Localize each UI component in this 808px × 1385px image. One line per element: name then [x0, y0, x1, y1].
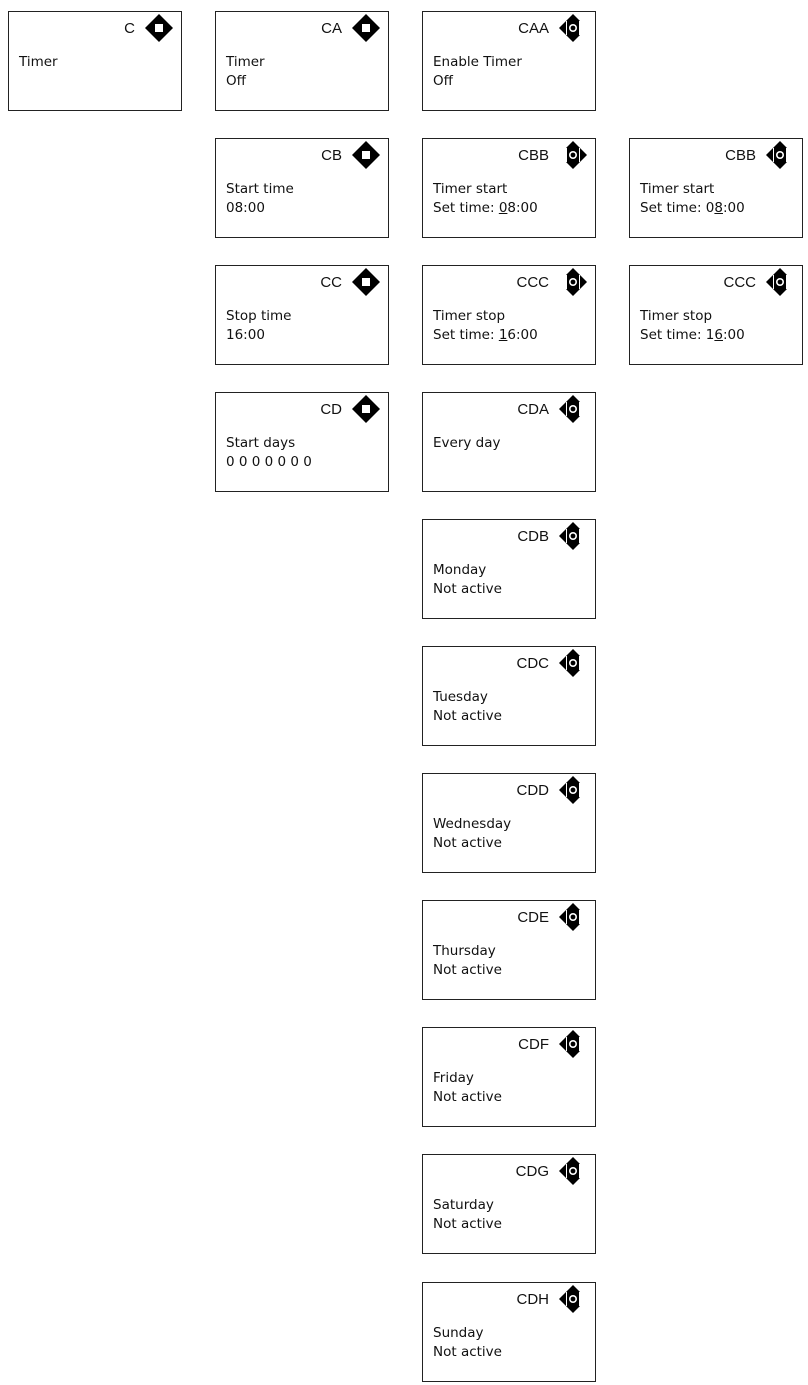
screen-value: Off	[433, 73, 453, 89]
menu-screen-cdh	[422, 1282, 596, 1382]
screen-code: CD	[320, 401, 342, 418]
screen-code: C	[124, 20, 135, 37]
screen-title: Friday	[433, 1070, 474, 1086]
screen-value: Not active	[433, 1089, 502, 1105]
four-way-nav-icon	[351, 140, 381, 170]
screen-value: Not active	[433, 835, 502, 851]
screen-value: Not active	[433, 962, 502, 978]
up-down-left-nav-icon	[558, 902, 588, 932]
up-down-left-nav-icon	[558, 775, 588, 805]
screen-value: Not active	[433, 581, 502, 597]
menu-screen-cdd	[422, 773, 596, 873]
screen-title: Stop time	[226, 308, 292, 324]
menu-screen-cbb	[422, 138, 596, 238]
screen-code: CDC	[516, 655, 549, 672]
edit-cursor-digit: 1	[498, 327, 508, 343]
edit-cursor-digit: 0	[498, 200, 508, 216]
menu-screen-cc	[215, 265, 389, 365]
edit-cursor-digit: 6	[714, 327, 723, 343]
menu-screen-caa	[422, 11, 596, 111]
menu-screen-ccc	[629, 265, 803, 365]
screen-title: Monday	[433, 562, 487, 578]
screen-title: Start days	[226, 435, 296, 451]
screen-title: Saturday	[433, 1197, 494, 1213]
screen-title: Thursday	[433, 943, 496, 959]
screen-code: CCC	[516, 274, 549, 291]
menu-screen-cb	[215, 138, 389, 238]
menu-screen-c	[8, 11, 182, 111]
screen-title: Every day	[433, 435, 501, 451]
screen-title: Timer start	[640, 181, 715, 197]
screen-value: Not active	[433, 1216, 502, 1232]
screen-title: Sunday	[433, 1325, 484, 1341]
up-down-left-nav-icon	[558, 1284, 588, 1314]
screen-value: Not active	[433, 708, 502, 724]
screen-code: CAA	[518, 20, 549, 37]
edit-cursor-digit: 8	[714, 200, 723, 216]
screen-code: CDB	[517, 528, 549, 545]
screen-title: Start time	[226, 181, 294, 197]
up-down-left-nav-icon	[558, 394, 588, 424]
screen-title: Timer	[226, 54, 265, 70]
screen-code: CDF	[518, 1036, 549, 1053]
up-down-right-nav-icon	[558, 267, 588, 297]
menu-screen-ca	[215, 11, 389, 111]
menu-screen-cd	[215, 392, 389, 492]
menu-screen-cda	[422, 392, 596, 492]
screen-code: CDA	[517, 401, 549, 418]
four-way-nav-icon	[351, 13, 381, 43]
screen-value: Set time: 16:00	[640, 327, 745, 343]
screen-title: Timer stop	[640, 308, 713, 324]
screen-value: Set time: 08:00	[640, 200, 745, 216]
screen-code: CBB	[725, 147, 756, 164]
screen-code: CA	[321, 20, 342, 37]
screen-value: Not active	[433, 1344, 502, 1360]
menu-screen-cde	[422, 900, 596, 1000]
screen-code: CCC	[723, 274, 756, 291]
screen-value: 0 0 0 0 0 0 0	[226, 454, 312, 470]
screen-title: Timer start	[433, 181, 508, 197]
screen-title: Tuesday	[433, 689, 488, 705]
up-down-left-nav-icon	[765, 267, 795, 297]
screen-value: Set time: 08:00	[433, 200, 538, 216]
screen-code: CDG	[515, 1163, 549, 1180]
menu-screen-cdf	[422, 1027, 596, 1127]
screen-code: CC	[320, 274, 342, 291]
four-way-nav-icon	[144, 13, 174, 43]
up-down-right-nav-icon	[558, 140, 588, 170]
screen-code: CBB	[518, 147, 549, 164]
screen-title: Timer stop	[433, 308, 506, 324]
menu-screen-cdb	[422, 519, 596, 619]
screen-code: CB	[321, 147, 342, 164]
screen-value: Set time: 16:00	[433, 327, 538, 343]
up-down-left-nav-icon	[558, 648, 588, 678]
up-down-left-nav-icon	[558, 13, 588, 43]
screen-title: Wednesday	[433, 816, 512, 832]
menu-screen-cbb	[629, 138, 803, 238]
screen-value: 08:00	[226, 200, 265, 216]
up-down-left-nav-icon	[765, 140, 795, 170]
menu-screen-cdg	[422, 1154, 596, 1254]
four-way-nav-icon	[351, 267, 381, 297]
up-down-left-nav-icon	[558, 1156, 588, 1186]
menu-screen-cdc	[422, 646, 596, 746]
four-way-nav-icon	[351, 394, 381, 424]
screen-code: CDE	[517, 909, 549, 926]
up-down-left-nav-icon	[558, 1029, 588, 1059]
screen-code: CDH	[516, 1291, 549, 1308]
up-down-left-nav-icon	[558, 521, 588, 551]
screen-value: 16:00	[226, 327, 265, 343]
screen-code: CDD	[516, 782, 549, 799]
menu-screen-ccc	[422, 265, 596, 365]
screen-value: Off	[226, 73, 246, 89]
screen-title: Timer	[19, 54, 58, 70]
screen-title: Enable Timer	[433, 54, 522, 70]
